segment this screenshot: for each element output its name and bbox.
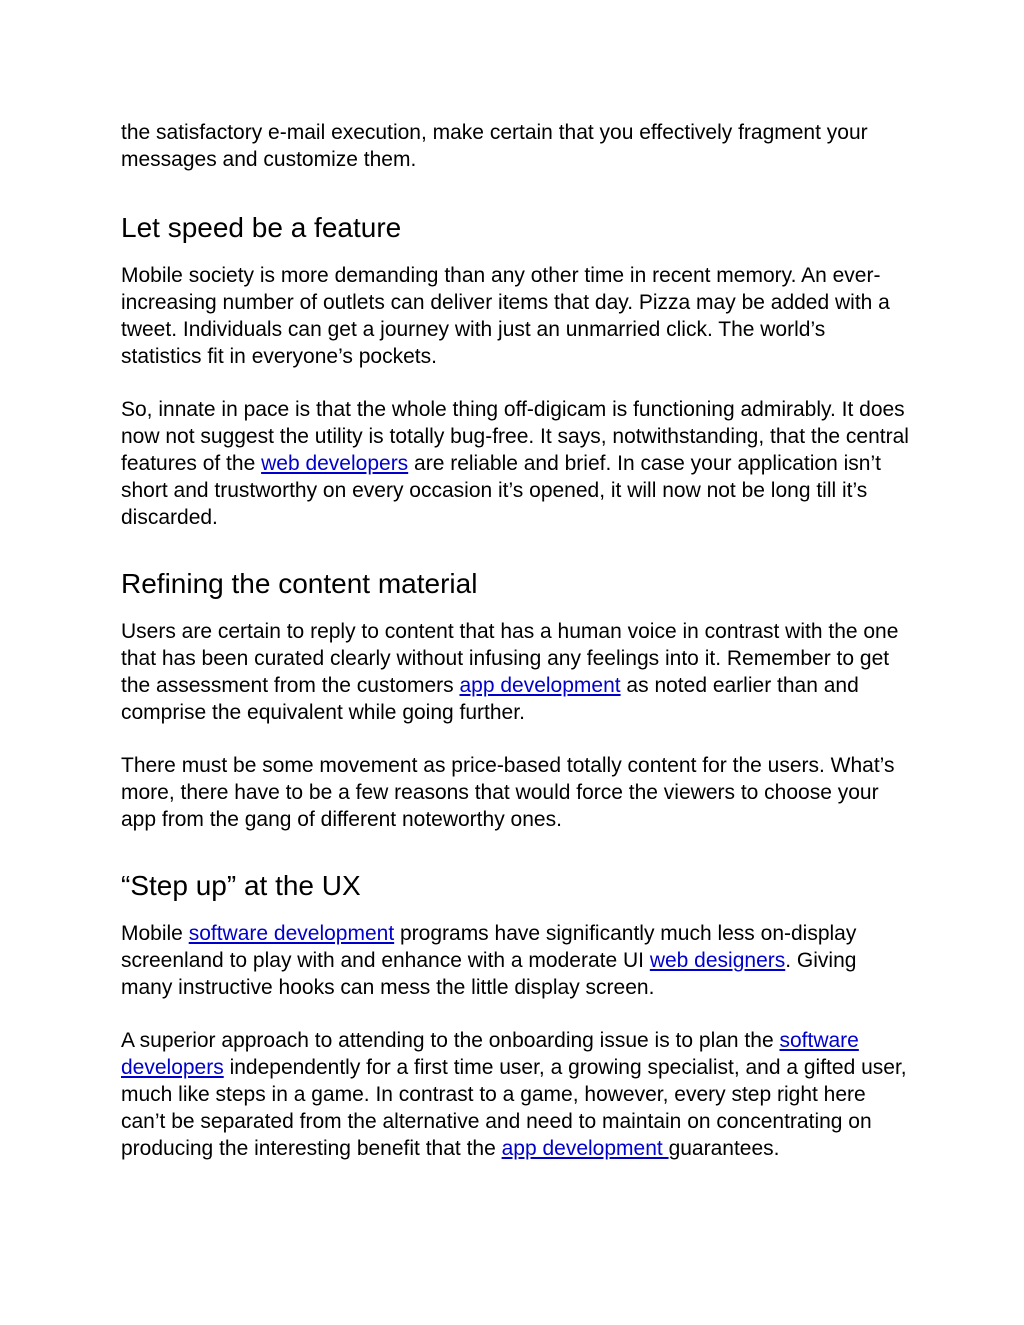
ux-paragraph-1 [121, 920, 911, 1001]
speed-paragraph-1: Mobile society is more demanding than any other time in recent memory. An ever-increasing number of outlets can deliver items that day. Pizza may be added with a tweet. Individuals can get a journey with just an unmarried click. The world’s statistics fit in everyone’s pockets. [121, 264, 890, 368]
text-run: . Giving many instructive hooks can mess the little display screen. [121, 949, 857, 999]
text-run: as noted earlier than and comprise the equivalent while going further. [121, 674, 859, 724]
app-development-link-2[interactable]: app development [501, 1137, 669, 1160]
text-run: programs have significantly much less on-display screenland to play with and enhance with a moderate UI [121, 922, 857, 972]
web-designers-link[interactable]: web designers [649, 949, 786, 972]
software-development-link[interactable]: software development [188, 922, 395, 945]
section-heading-content: Refining the content material [121, 568, 478, 599]
content-paragraph-2: There must be some movement as price-based totally content for the users. What’s more, there have to be a few reasons that would force the viewers to choose your app from the gang of different noteworthy ones. [121, 754, 895, 831]
speed-paragraph-2 [121, 396, 911, 531]
ux-paragraph-2 [121, 1027, 911, 1162]
text-run: Users are certain to reply to content that has a human voice in contrast with the one that has been curated clearly without infusing any feelings into it. Remember to get the assessment from the customers [121, 620, 899, 697]
section-heading-speed: Let speed be a feature [121, 212, 402, 243]
text-run: independently for a first time user, a growing specialist, and a gifted user, much like steps in a game. In contrast to a game, however, every step right here can’t be separated from the alternative and need to maintain on concentrating on producing the interesting benefit that the [121, 1056, 907, 1160]
text-run: are reliable and brief. In case your application isn’t short and trustworthy on every occasion it’s opened, it will now not be long till it’s discarded. [121, 452, 881, 529]
app-development-link[interactable]: app development [459, 674, 621, 697]
section-heading-ux: “Step up” at the UX [121, 870, 361, 901]
web-developers-link[interactable]: web developers [261, 452, 409, 475]
content-paragraph-1 [121, 618, 911, 726]
text-run: A superior approach to attending to the onboarding issue is to plan the [121, 1029, 780, 1052]
software-developers-link[interactable]: software developers [121, 1029, 859, 1079]
text-run: guarantees. [668, 1137, 780, 1160]
text-run: So, innate in pace is that the whole thing off-digicam is functioning admirably. It does now not suggest the utility is totally bug-free. It says, notwithstanding, that the central features of the [121, 398, 909, 475]
text-run: Mobile [121, 922, 189, 945]
document-page [121, 119, 911, 1162]
intro-paragraph: the satisfactory e-mail execution, make certain that you effectively fragment your messages and customize them. [121, 121, 868, 171]
